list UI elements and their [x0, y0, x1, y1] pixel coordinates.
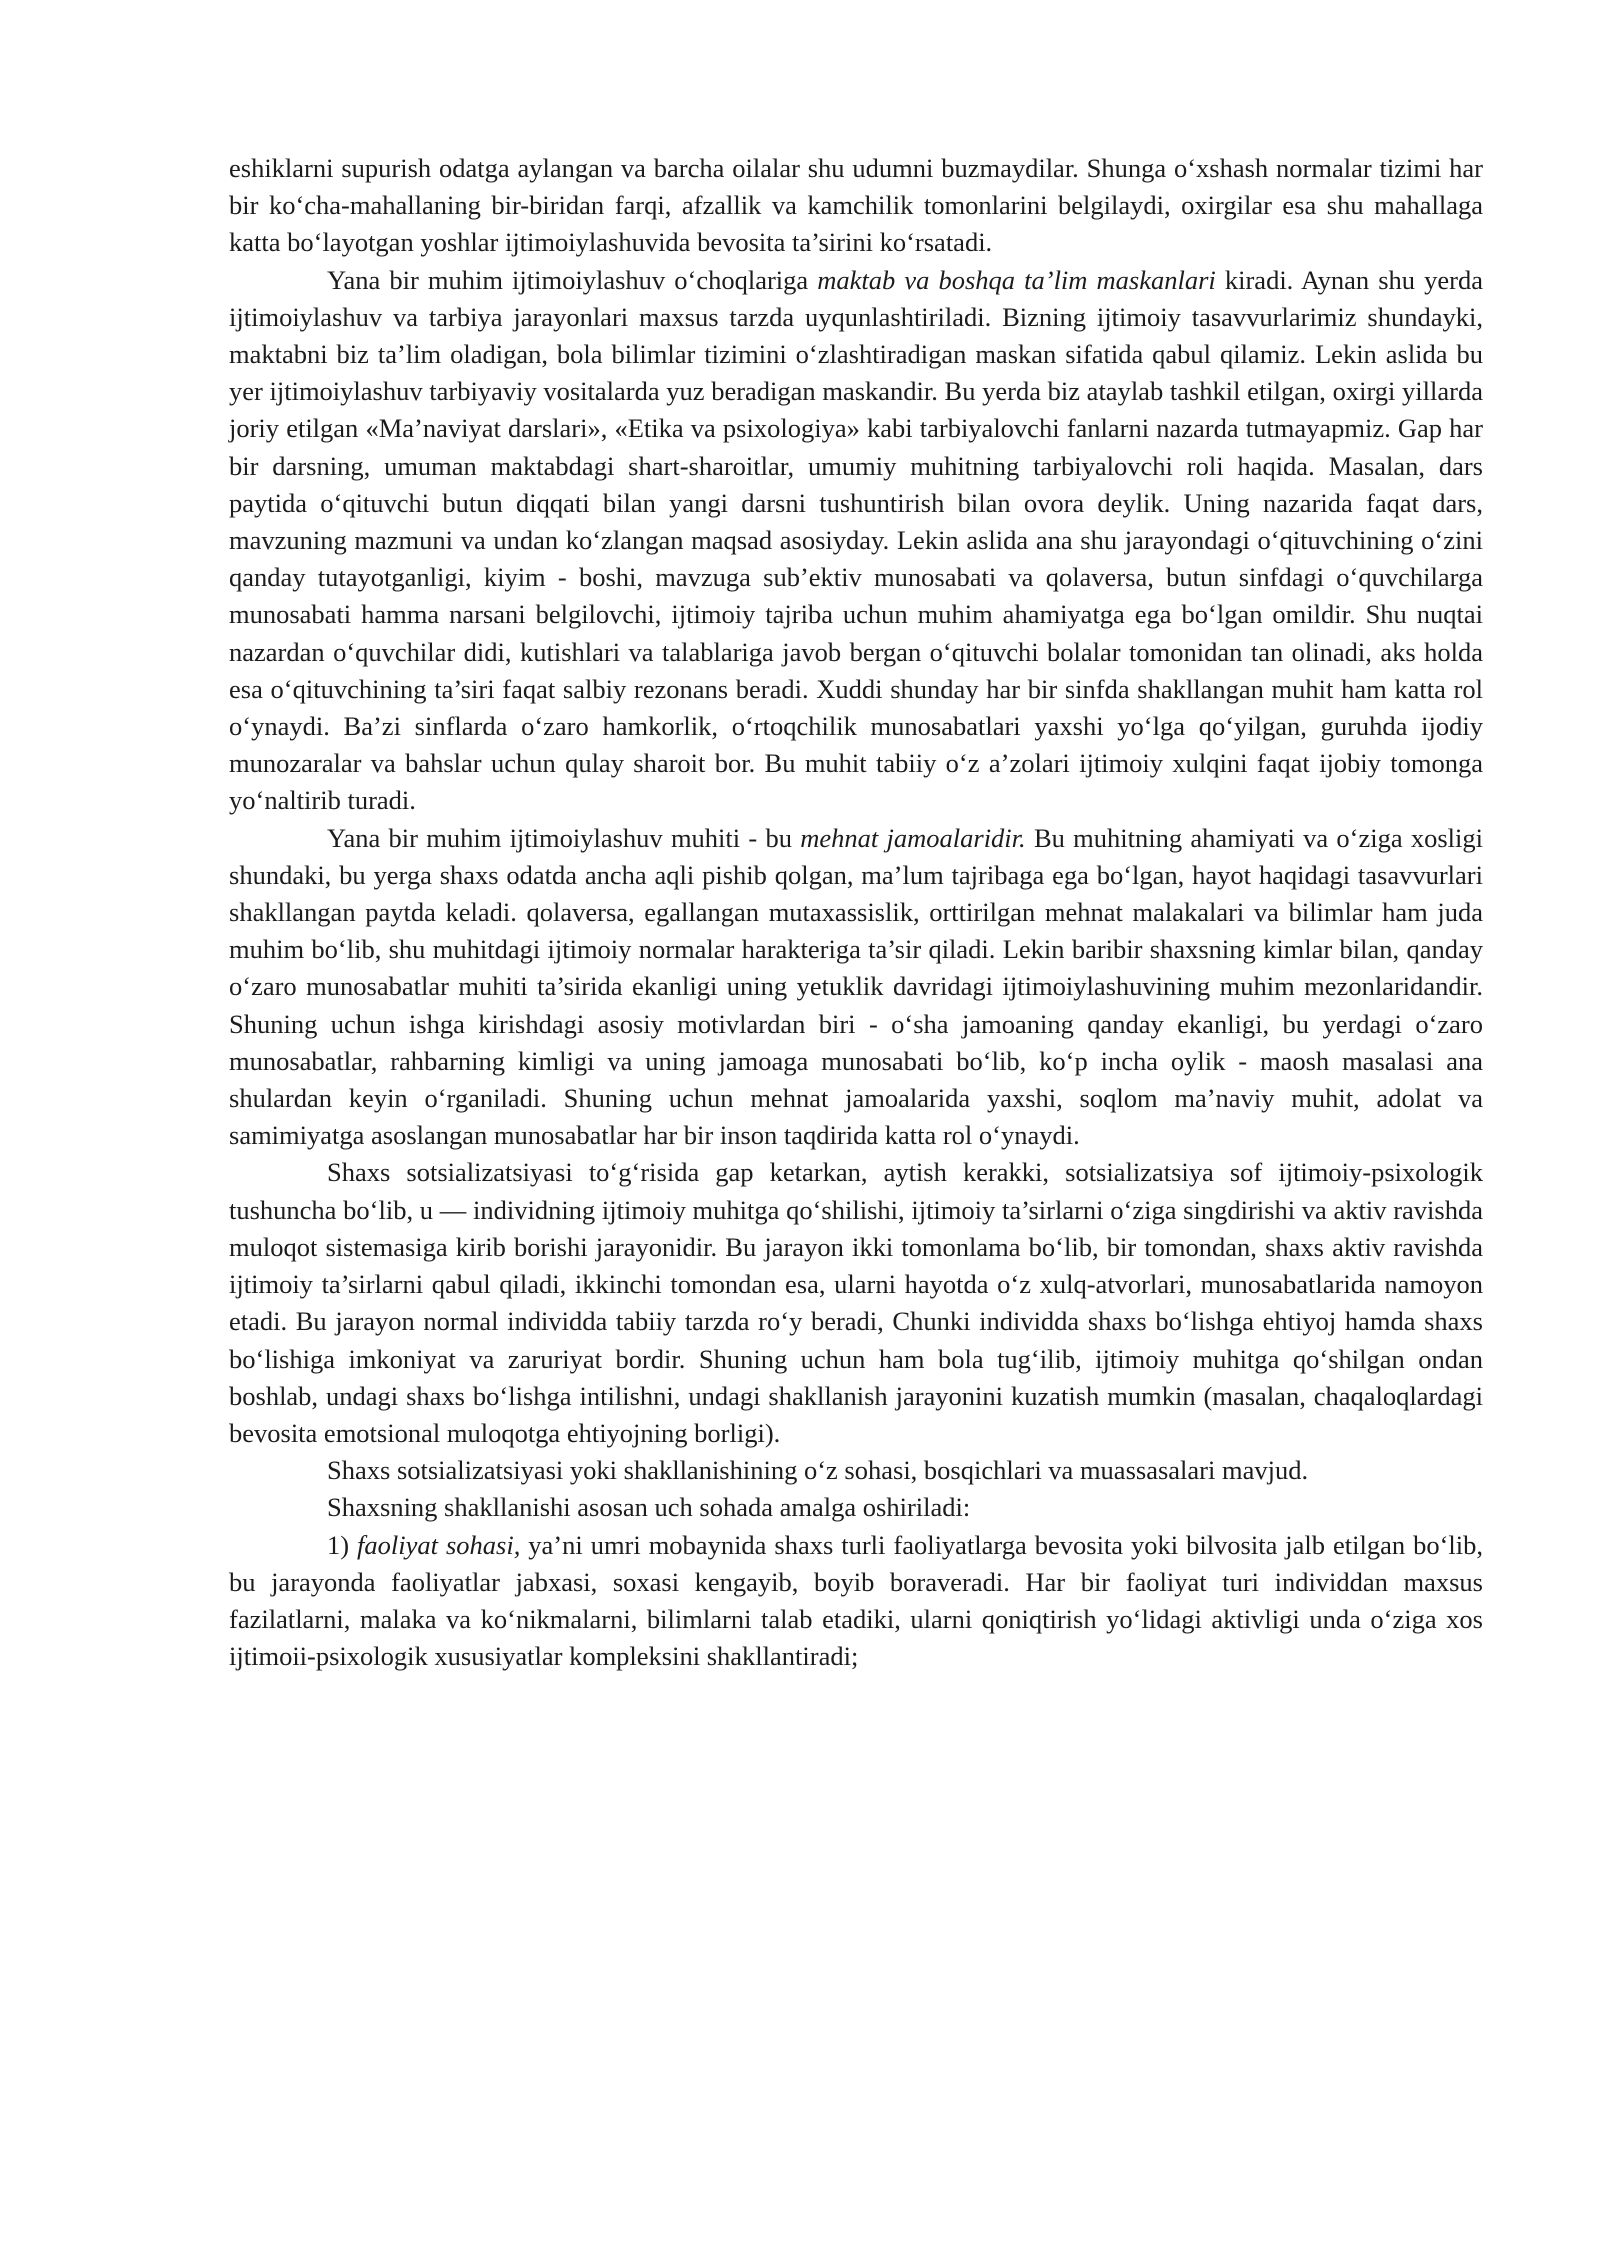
paragraph-school [229, 262, 1483, 820]
paragraph-continuation [229, 150, 1483, 262]
paragraph-text: ya’ni umri mobaynida shaxs turli faoliyatlarga bevosita yoki bilvosita jalb etilgan bo‘lib, bu jarayonda faoliyatlar jabxasi, soxasi kengayib, boyib boraveradi. Har bir faoliyat turi individdan maxsus fazilatlarni, malaka va ko‘nikmalarni, bilimlarni talab etadiki, ularni qoniqtirish yo‘lidagi aktivligi unda o‘ziga xos ijtimoii-psixologik xususiyatlar kompleksini shakllantiradi; [229, 1529, 1483, 1672]
paragraph-text: Shaxs sotsializatsiyasi to‘g‘risida gap ketarkan, aytish kerakki, sotsializatsiya sof ijtimoiy-psixologik tushuncha bo‘lib, u — individning ijtimoiy muhitga qo‘shilishi, ijtimoiy ta’sirlarni o‘ziga singdirishi va aktiv ravishda muloqot sistemasiga kirib borishi jarayonidir. Bu jarayon ikki tomonlama bo‘lib, bir tomondan, shaxs aktiv ravishda ijtimoiy ta’sirlarni qabul qiladi, ikkinchi tomondan esa, ularni hayotda o‘z xulq-atvorlari, munosabatlarida namoyon etadi. Bu jarayon normal individda tabiiy tarzda ro‘y beradi, Chunki individda shaxs bo‘lishga ehtiyoj hamda shaxs bo‘lishiga imkoniyat va zaruriyat bordir. Shuning uchun ham bola tug‘ilib, ijtimoiy muhitga qo‘shilgan ondan boshlab, undagi shaxs bo‘lishga intilishni, undagi shakllanish jarayonini kuzatish mumkin (masalan, chaqaloqlardagi bevosita emotsional muloqotga ehtiyojning borligi). [229, 1157, 1483, 1448]
document-page [229, 150, 1483, 1675]
paragraph-three-spheres [229, 1489, 1483, 1526]
paragraph-text: Yana bir muhim ijtimoiylashuv muhiti - bu [327, 822, 801, 853]
italic-term: faoliyat sohasi, [357, 1529, 521, 1560]
paragraph-work-collectives [229, 820, 1483, 1155]
paragraph-text: 1) [327, 1529, 358, 1560]
paragraph-text: kiradi. Aynan shu yerda ijtimoiylashuv va tarbiya jarayonlari maxsus tarzda uyqunlashtiriladi. Bizning ijtimoiy tasavvurlarimiz shundayki, maktabni biz ta’lim oladigan, bola bilimlar tizimini o‘zlashtiradigan maskan sifatida qabul qilamiz. Lekin aslida bu yer ijtimoiylashuv tarbiyaviy vositalarda yuz beradigan maskandir. Bu yerda biz ataylab tashkil etilgan, oxirgi yillarda joriy etilgan «Ma’naviyat darslari», «Etika va psixologiya» kabi tarbiyalovchi fanlarni nazarda tutmayapmiz. Gap har bir darsning, umuman maktabdagi shart-sharoitlar, umumiy muhitning tarbiyalovchi roli haqida. Masalan, dars paytida o‘qituvchi butun diqqati bilan yangi darsni tushuntirish bilan ovora deylik. Uning nazarida faqat dars, mavzuning mazmuni va undan ko‘zlangan maqsad asosiyday. Lekin aslida ana shu jarayondagi o‘qituvchining o‘zini qanday tutayotganligi, kiyim - boshi, mavzuga sub’ektiv munosabati va qolaversa, butun sinfdagi o‘quvchilarga munosabati hamma narsani belgilovchi, ijtimoiy tajriba uchun muhim ahamiyatga ega bo‘lgan omildir. Shu nuqtai nazardan o‘quvchilar didi, kutishlari va talablariga javob bergan o‘qituvchi bolalar tomonidan tan olinadi, aks holda esa o‘qituvchining ta’siri faqat salbiy rezonans beradi. Xuddi shunday har bir sinfda shakllangan muhit ham katta rol o‘ynaydi. Ba’zi sinflarda o‘zaro hamkorlik, o‘rtoqchilik munosabatlari yaxshi yo‘lga qo‘yilgan, guruhda ijodiy munozaralar va bahslar uchun qulay sharoit bor. Bu muhit tabiiy o‘z a’zolari ijtimoiy xulqini faqat ijobiy tomonga yo‘naltirib turadi. [229, 264, 1483, 816]
paragraph-stages [229, 1452, 1483, 1489]
paragraph-text: Shaxs sotsializatsiyasi yoki shakllanishining o‘z sohasi, bosqichlari va muassasalari mavjud. [327, 1455, 1309, 1486]
paragraph-text: eshiklarni supurish odatga aylangan va barcha oilalar shu udumni buzmaydilar. Shunga o‘xshash normalar tizimi har bir ko‘cha-mahallaning bir-biridan farqi, afzallik va kamchilik tomonlarini belgilaydi, oxirgilar esa shu mahallaga katta bo‘layotgan yoshlar ijtimoiylashuvida bevosita ta’sirini ko‘rsatadi. [229, 153, 1483, 258]
italic-term: maktab va boshqa ta’lim maskanlari [817, 264, 1216, 295]
paragraph-activity-sphere [229, 1527, 1483, 1676]
paragraph-text: Bu muhitning ahamiyati va o‘ziga xosligi shundaki, bu yerga shaxs odatda ancha aqli pishib qolgan, ma’lum tajribaga ega bo‘lgan, hayot haqidagi tasavvurlari shakllangan paytda keladi. qolaversa, egallangan mutaxassislik, orttirilgan mehnat malakalari va bilimlar ham juda muhim bo‘lib, shu muhitdagi ijtimoiy normalar harakteriga ta’sir qiladi. Lekin baribir shaxsning kimlar bilan, qanday o‘zaro munosabatlar muhiti ta’sirida ekanligi uning yetuklik davridagi ijtimoiylashuvining muhim mezonlaridandir. Shuning uchun ishga kirishdagi asosiy motivlardan biri - o‘sha jamoaning qanday ekanligi, bu yerdagi o‘zaro munosabatlar, rahbarning kimligi va uning jamoaga munosabati bo‘lib, ko‘p incha oylik - maosh masalasi ana shulardan keyin o‘rganiladi. Shuning uchun mehnat jamoalarida yaxshi, soqlom ma’naviy muhit, adolat va samimiyatga asoslangan munosabatlar har bir inson taqdirida katta rol o‘ynaydi. [229, 822, 1483, 1151]
paragraph-text: Yana bir muhim ijtimoiylashuv o‘choqlariga [327, 264, 818, 295]
paragraph-socialization [229, 1154, 1483, 1452]
italic-term: mehnat jamoalaridir. [800, 822, 1026, 853]
paragraph-text: Shaxsning shakllanishi asosan uch sohada amalga oshiriladi: [327, 1492, 971, 1523]
